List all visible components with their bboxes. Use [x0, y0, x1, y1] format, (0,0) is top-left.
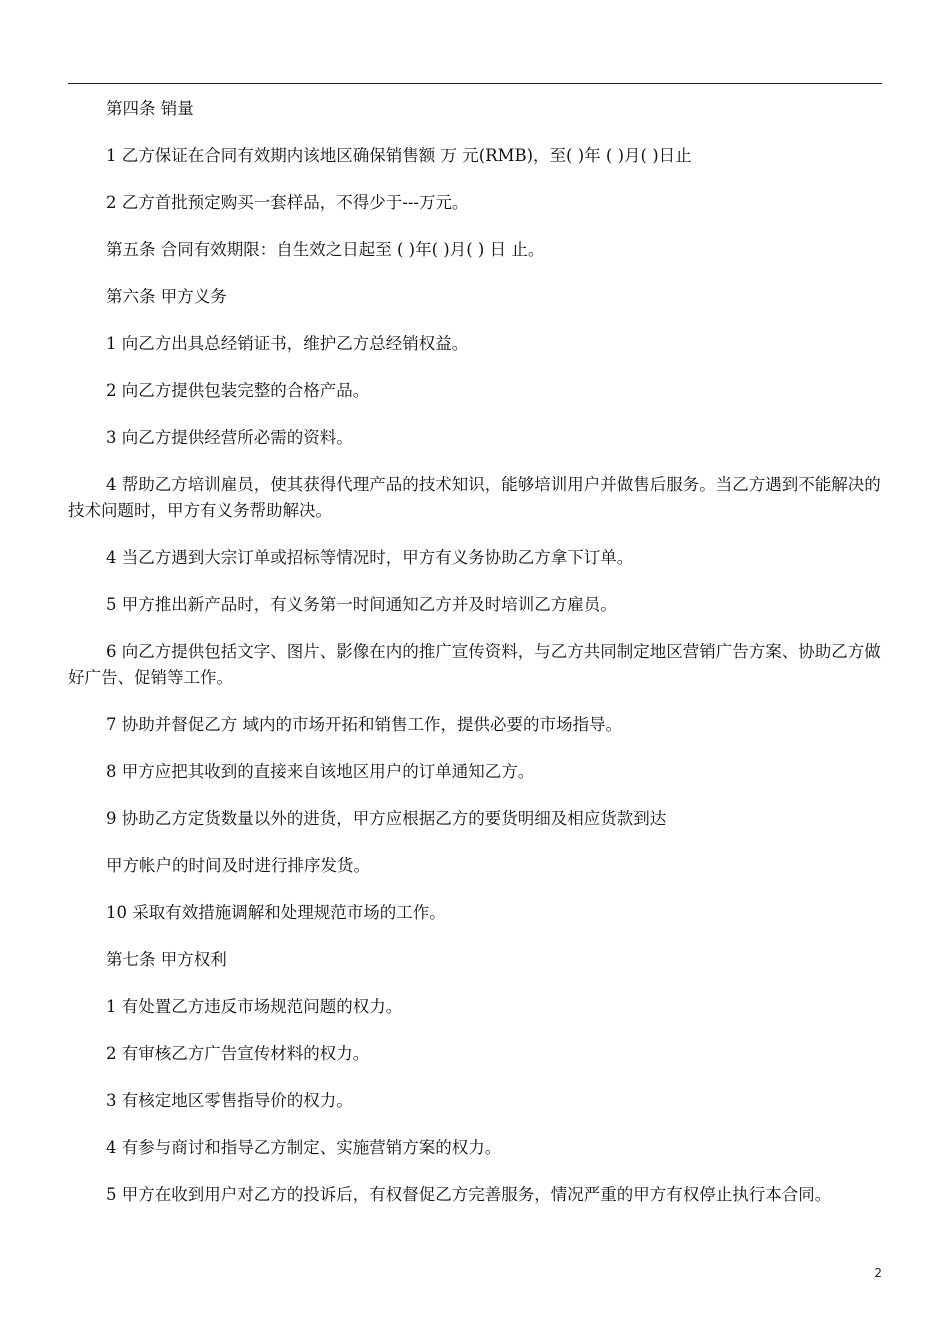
clause-paragraph: 7 协助并督促乙方 域内的市场开拓和销售工作，提供必要的市场指导。 — [106, 715, 622, 734]
section-heading: 第六条 甲方义务 — [106, 287, 227, 306]
section-heading: 第五条 合同有效期限：自生效之日起至 ( )年( )月( ) 日 止。 — [106, 240, 545, 259]
section-heading: 第七条 甲方权利 — [106, 950, 227, 969]
clause-paragraph: 5 甲方在收到用户对乙方的投诉后，有权督促乙方完善服务，情况严重的甲方有权停止执行本合同。 — [106, 1185, 832, 1204]
clause-paragraph: 4 当乙方遇到大宗订单或招标等情况时，甲方有义务协助乙方拿下订单。 — [106, 548, 634, 567]
header-rule — [68, 83, 882, 84]
clause-paragraph: 9 协助乙方定货数量以外的进货，甲方应根据乙方的要货明细及相应货款到达 — [106, 809, 667, 828]
section-heading: 第四条 销量 — [106, 99, 194, 118]
clause-paragraph: 2 有审核乙方广告宣传材料的权力。 — [106, 1044, 370, 1063]
clause-paragraph: 1 向乙方出具总经销证书，维护乙方总经销权益。 — [106, 334, 469, 353]
page-number: 2 — [874, 1266, 882, 1280]
clause-paragraph: 10 采取有效措施调解和处理规范市场的工作。 — [106, 903, 446, 922]
clause-paragraph: 4 帮助乙方培训雇员，使其获得代理产品的技术知识，能够培训用户并做售后服务。当乙方遇到不能解决的技术问题时，甲方有义务帮助解决。 — [68, 475, 881, 520]
clause-paragraph: 2 乙方首批预定购买一套样品，不得少于---万元。 — [106, 193, 469, 212]
clause-paragraph: 8 甲方应把其收到的直接来自该地区用户的订单通知乙方。 — [106, 762, 535, 781]
clause-paragraph: 1 有处置乙方违反市场规范问题的权力。 — [106, 997, 403, 1016]
clause-paragraph: 4 有参与商讨和指导乙方制定、实施营销方案的权力。 — [106, 1138, 502, 1157]
clause-paragraph: 3 向乙方提供经营所必需的资料。 — [106, 428, 353, 447]
clause-paragraph: 2 向乙方提供包装完整的合格产品。 — [106, 381, 370, 400]
clause-paragraph: 5 甲方推出新产品时，有义务第一时间通知乙方并及时培训乙方雇员。 — [106, 595, 617, 614]
clause-paragraph: 甲方帐户的时间及时进行排序发货。 — [106, 856, 370, 875]
document-body — [68, 96, 882, 1229]
clause-paragraph: 1 乙方保证在合同有效期内该地区确保销售额 万 元(RMB)，至( )年 ( )月( )日止 — [106, 146, 692, 165]
clause-paragraph: 6 向乙方提供包括文字、图片、影像在内的推广宣传资料，与乙方共同制定地区营销广告方案、协助乙方做好广告、促销等工作。 — [68, 642, 881, 687]
clause-paragraph: 3 有核定地区零售指导价的权力。 — [106, 1091, 353, 1110]
